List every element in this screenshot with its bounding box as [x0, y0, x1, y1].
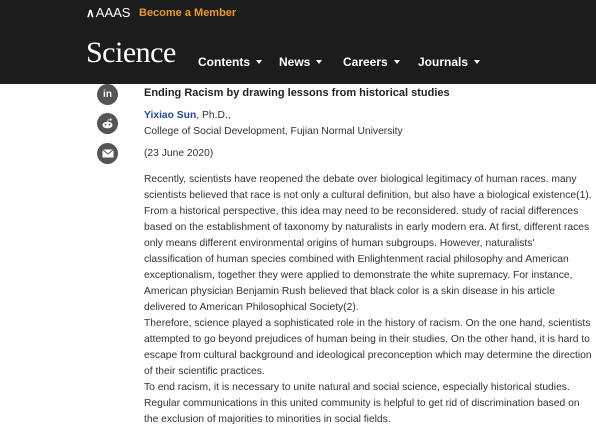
body-paragraph: To end racism, it is necessary to unite natural and social science, especially historical studies. Regular communications in this united community is helpful to get rid of discrimination based on the exclusion of majorities to minorities in social fields.	[144, 382, 580, 425]
nav-contents-label: Contents	[198, 55, 250, 69]
nav-journals-label: Journals	[418, 55, 469, 69]
nav-news[interactable]	[279, 55, 322, 69]
chevron-down-icon	[316, 60, 322, 64]
nav-careers-label: Careers	[343, 55, 388, 69]
author-name-link[interactable]: Yixiao Sun	[144, 110, 197, 121]
nav-journals[interactable]	[418, 55, 480, 69]
chevron-down-icon	[256, 60, 262, 64]
chevron-down-icon	[394, 60, 400, 64]
article-title: Ending Racism by drawing lessons from historical studies	[144, 87, 450, 99]
author-line	[144, 110, 231, 121]
aaas-logo-icon: ∧	[86, 5, 95, 20]
site-header	[0, 0, 596, 84]
aaas-label: AAAS	[95, 5, 131, 20]
author-suffix: , Ph.D.,	[196, 110, 231, 121]
email-share-button[interactable]	[97, 143, 118, 164]
reddit-icon	[101, 118, 114, 129]
aaas-link[interactable]	[86, 5, 130, 20]
email-icon	[102, 149, 114, 158]
nav-careers[interactable]	[343, 55, 400, 69]
linkedin-share-button[interactable]	[97, 84, 118, 105]
publication-date: (23 June 2020)	[144, 148, 214, 159]
body-paragraph: Therefore, science played a sophisticated role in the history of racism. On the one hand, scientists attempted to go beyond prejudices of human being in their studies. On the other hand, it is hard to escape from cultural background and ideological preconception which may determine the direction of their scientific practices.	[144, 318, 592, 377]
reddit-share-button[interactable]	[97, 113, 118, 134]
become-member-link[interactable]: Become a Member	[139, 7, 237, 19]
article-body	[144, 172, 592, 428]
chevron-down-icon	[474, 60, 480, 64]
linkedin-icon: in	[103, 89, 112, 100]
author-affiliation: College of Social Development, Fujian Normal University	[144, 126, 403, 137]
nav-contents[interactable]	[198, 55, 262, 69]
body-paragraph: Recently, scientists have reopened the debate over biological legitimacy of human races. many scientists believed that race is not only a cultural definition, but also have a biological existence(1). From a historical perspective, this idea may need to be reconsidered. study of racial differences based on the establishment of taxonomy by naturalists in early modern era. At first, different races only means different environmental origins of human subgroups. However, naturalists' classification of human species combined with Enlightenment racial philosophy and American exceptionalism, together they were applied to demonstrate the white supremacy. For instance, American physician Benjamin Rush believed that black color is a skin disease in his article delivered to American Philosophical Society(2).	[144, 174, 592, 313]
science-logo[interactable]: Science	[86, 36, 176, 69]
nav-news-label: News	[279, 55, 311, 69]
